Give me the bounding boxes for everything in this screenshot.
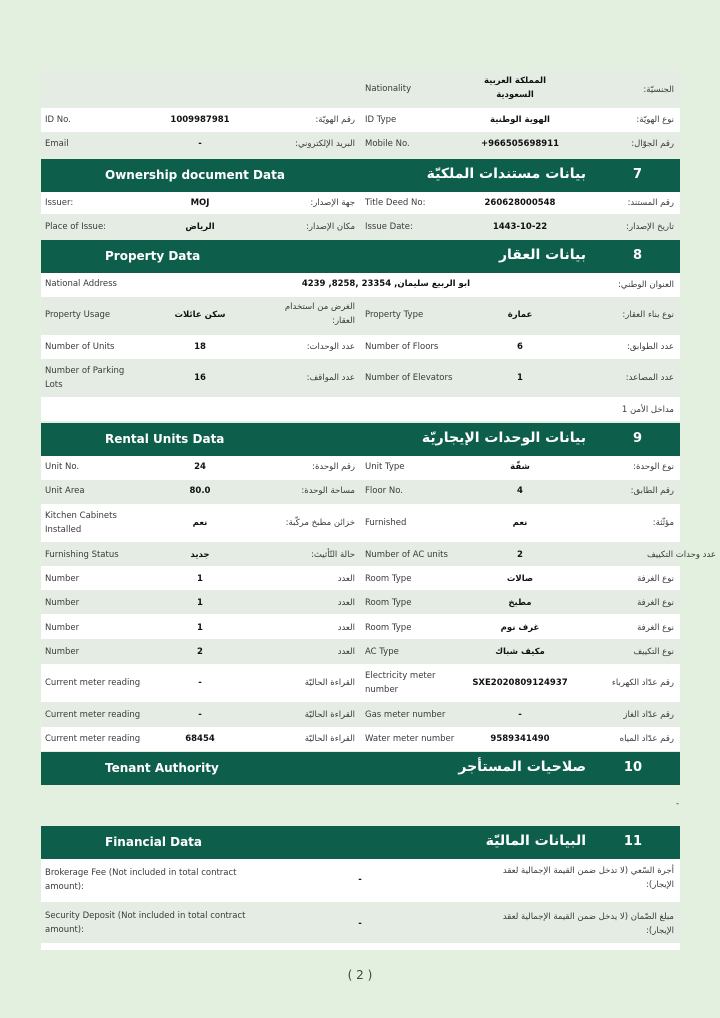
tenant-section-header: [41, 752, 680, 785]
ac-units-value: 2: [517, 550, 523, 560]
room-count-label-ar: العدد: [337, 574, 355, 584]
unit-no-label-ar: رقم الوحدة:: [312, 462, 355, 472]
floors-label-ar: عدد الطوابق:: [626, 342, 674, 352]
floor-no-label-ar: رقم الطابق:: [630, 486, 674, 496]
ac-type-label-ar: نوع التكييف: [633, 647, 674, 657]
ownership-section-header: [41, 159, 680, 192]
table-bottom-strip: [41, 943, 680, 950]
unit-type-label-en: Unit Type: [365, 462, 405, 472]
meter-reading-value: 68454: [185, 734, 215, 744]
meter-reading-value: -: [198, 710, 202, 720]
room-count-value: 1: [197, 598, 203, 608]
units-label-en: Number of Units: [45, 342, 115, 352]
room-count-value: 1: [197, 623, 203, 633]
room-label-ar: نوع الغرفة: [637, 598, 674, 608]
room-count-label-en: Number: [45, 598, 80, 608]
nationality-label-en: Nationality: [365, 84, 412, 94]
meter-reading-label-ar: القراءة الحاليّة: [304, 710, 355, 720]
units-label-ar: عدد الوحدات:: [306, 342, 355, 352]
area-label-en: Unit Area: [45, 486, 85, 496]
place-label-ar: مكان الإصدار:: [306, 222, 355, 232]
issuer-value: MOJ: [190, 198, 210, 208]
ownership-title-ar: بيانات مستندات الملكيّة: [426, 166, 586, 182]
address-value: ابو الربيع سليمان, 23354 ,8258, 4239: [301, 279, 470, 289]
parking-value: 16: [194, 373, 206, 383]
id-type-label-en: ID Type: [365, 115, 397, 125]
gas-label-en: Gas meter number: [365, 710, 446, 720]
furnished-value: نعم: [512, 518, 528, 528]
meter-reading-label-ar: القراءة الحاليّة: [304, 734, 355, 744]
ac-count-label-ar: العدد: [337, 647, 355, 657]
furn-status-label-en: Furnishing Status: [45, 550, 119, 560]
rental-section-number: 9: [632, 431, 642, 446]
financial-section-header: [41, 826, 680, 859]
address-label-en: National Address: [45, 279, 117, 289]
mobile-value: +966505698911: [480, 139, 560, 149]
rental-section-header: [41, 423, 680, 456]
room-count-label-ar: العدد: [337, 598, 355, 608]
ac-count-value: 2: [197, 647, 203, 657]
parking-label-en: Number of Parking Lots: [45, 366, 125, 390]
place-value: الرياض: [185, 222, 215, 232]
deed-value: 260628000548: [484, 198, 556, 208]
elevators-value: 1: [517, 373, 523, 383]
gas-label-ar: رقم عدّاد الغاز: [623, 710, 674, 720]
floor-no-label-en: Floor No.: [365, 486, 403, 496]
mobile-label-en: Mobile No.: [365, 139, 410, 149]
email-label-en: Email: [45, 139, 69, 149]
unit-no-value: 24: [194, 462, 206, 472]
property-type-label-en: Property Type: [365, 310, 424, 320]
room-count-label-en: Number: [45, 623, 80, 633]
water-value: 9589341490: [490, 734, 550, 744]
property-section-header: [41, 240, 680, 273]
issue-date-value: 1443-10-22: [492, 222, 548, 232]
furnished-label-en: Furnished: [365, 518, 407, 528]
ac-units-label-en: Number of AC units: [365, 550, 448, 560]
issuer-label-ar: جهة الإصدار:: [310, 198, 355, 208]
id-no-label-ar: رقم الهويّة:: [315, 115, 355, 125]
property-section-number: 8: [632, 248, 642, 263]
electricity-label-ar: رقم عدّاد الكهرباء: [611, 678, 674, 688]
kitchen-label-ar: خزائن مطبخ مركّبة:: [285, 518, 355, 528]
electricity-value: SXE2020809124937: [472, 678, 568, 688]
ac-count-label-en: Number: [45, 647, 80, 657]
property-type-label-ar: نوع بناء العقار:: [622, 310, 674, 320]
nationality-row: [41, 70, 680, 107]
brokerage-value: -: [358, 875, 362, 885]
financial-title-ar: البيانات الماليّة: [485, 833, 586, 849]
unit-type-label-ar: نوع الوحدة:: [633, 462, 674, 472]
room-label-ar: نوع الغرفة: [637, 574, 674, 584]
elevators-label-ar: عدد المصاعد:: [625, 373, 674, 383]
room-label-en: Room Type: [365, 574, 412, 584]
meter-reading-label-en: Current meter reading: [45, 734, 141, 744]
property-usage-label-ar: الغرض من استخدام العقار:: [284, 302, 355, 326]
security-entrances: مداخل الأمن 1: [621, 405, 674, 415]
nationality-value: المملكة العربية السعودية: [483, 76, 547, 100]
furn-status-label-ar: حالة التّأثيث:: [311, 550, 355, 560]
furn-status-value: جديد: [190, 550, 210, 560]
meter-reading-label-en: Current meter reading: [45, 678, 141, 688]
rental-title-en: Rental Units Data: [105, 432, 225, 446]
place-label-en: Place of Issue:: [45, 222, 107, 232]
floors-value: 6: [517, 342, 523, 352]
unit-type-value: شقّة: [510, 462, 530, 472]
meter-reading-label-ar: القراءة الحاليّة: [304, 678, 355, 688]
room-value: غرف نوم: [500, 623, 540, 633]
mobile-label-ar: رقم الجوّال:: [631, 139, 674, 149]
security-row: [41, 397, 680, 421]
property-title-en: Property Data: [105, 249, 201, 263]
floor-no-value: 4: [517, 486, 523, 496]
parking-label-ar: عدد المواقف:: [306, 373, 355, 383]
room-label-en: Room Type: [365, 623, 412, 633]
tenant-section-number: 10: [623, 760, 642, 775]
email-value: -: [198, 139, 202, 149]
deposit-label-en: Security Deposit (Not included in total contract amount):: [45, 911, 246, 935]
brokerage-label-en: Brokerage Fee (Not included in total contract amount):: [45, 868, 237, 892]
address-label-ar: العنوان الوطني:: [618, 280, 674, 290]
id-no-label-en: ID No.: [45, 115, 71, 125]
water-label-ar: رقم عدّاد المياه: [619, 734, 674, 744]
property-type-value: عمارة: [507, 310, 533, 320]
meter-reading-label-en: Current meter reading: [45, 710, 141, 720]
deed-label-en: Title Deed No:: [365, 198, 426, 208]
financial-section-number: 11: [623, 834, 642, 849]
units-value: 18: [194, 342, 206, 352]
brokerage-label-ar: أجرة السّعي (لا تدخل ضمن القيمة الإجمالية لعقد الإيجار):: [502, 866, 674, 890]
room-value: مطبخ: [508, 598, 532, 608]
property-usage-label-en: Property Usage: [45, 310, 111, 320]
id-type-value: الهوية الوطنية: [490, 115, 550, 125]
deposit-label-ar: مبلغ الضّمان (لا يدخل ضمن القيمة الإجمالية لعقد الإيجار):: [502, 912, 674, 936]
issue-date-label-ar: تاريخ الإصدار:: [626, 222, 674, 232]
area-label-ar: مساحة الوحدة:: [301, 486, 355, 496]
id-type-label-ar: نوع الهويّة:: [636, 115, 674, 125]
issue-date-label-en: Issue Date:: [365, 222, 413, 232]
kitchen-value: نعم: [192, 518, 208, 528]
tenant-title-ar: صلاحيات المستأجر: [458, 759, 586, 775]
kitchen-label-en: Kitchen Cabinets Installed: [45, 511, 117, 535]
nationality-label-ar: الجنسيّة:: [643, 85, 674, 95]
floors-label-en: Number of Floors: [365, 342, 439, 352]
page-number: ( 2 ): [347, 968, 373, 982]
id-no-value: 1009987981: [170, 115, 230, 125]
room-count-value: 1: [197, 574, 203, 584]
ac-type-value: مكيف شباك: [495, 647, 545, 657]
deed-label-ar: رقم المستند:: [627, 198, 674, 208]
deposit-value: -: [358, 919, 362, 929]
furnished-label-ar: مؤثّثة:: [652, 518, 674, 528]
room-count-label-ar: العدد: [337, 623, 355, 633]
ownership-title-en: Ownership document Data: [105, 168, 285, 182]
tenant-title-en: Tenant Authority: [105, 761, 219, 775]
email-label-ar: البريد الإلكتروني:: [295, 139, 355, 149]
ownership-section-number: 7: [632, 167, 642, 182]
area-value: 80.0: [189, 486, 211, 496]
property-title-ar: بيانات العقار: [498, 247, 586, 263]
issuer-label-en: Issuer:: [45, 198, 74, 208]
meter-reading-value: -: [198, 678, 202, 688]
room-value: صالات: [506, 574, 534, 584]
ac-units-label-ar: عدد وحدات التكييف: [646, 550, 716, 560]
unit-no-label-en: Unit No.: [45, 462, 80, 472]
financial-title-en: Financial Data: [105, 835, 203, 849]
tenant-authority-note: -: [676, 799, 680, 809]
property-usage-value: سكن عائلات: [174, 310, 226, 320]
room-label-en: Room Type: [365, 598, 412, 608]
electricity-label-en: Electricity meter number: [365, 671, 436, 695]
room-label-ar: نوع الغرفة: [637, 623, 674, 633]
elevators-label-en: Number of Elevators: [365, 373, 453, 383]
gas-value: -: [518, 710, 522, 720]
rental-title-ar: بيانات الوحدات الإيجاريّة: [421, 430, 586, 446]
ac-type-label-en: AC Type: [365, 647, 399, 657]
room-count-label-en: Number: [45, 574, 80, 584]
water-label-en: Water meter number: [365, 734, 455, 744]
